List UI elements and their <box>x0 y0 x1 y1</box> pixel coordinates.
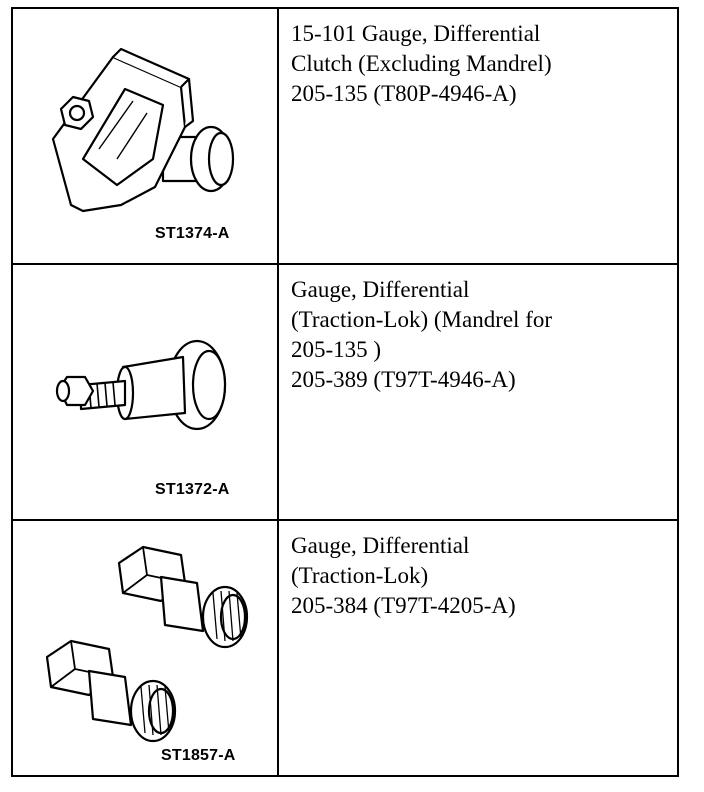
tool-description-line: Gauge, Differential <box>291 277 470 302</box>
tool-description-cell <box>278 264 678 520</box>
tool-description-line: 15-101 Gauge, Differential <box>291 21 541 46</box>
differential-mandrel-gauge-illustration <box>13 265 279 517</box>
special-tools-table <box>11 7 679 777</box>
tool-description-cell <box>278 8 678 264</box>
tool-description-line: (Traction-Lok) <box>291 563 429 588</box>
tool-description-line: 205-389 (T97T-4946-A) <box>291 367 516 392</box>
tool-illustration-cell <box>12 264 278 520</box>
tool-description-cell <box>278 520 678 776</box>
tool-illustration-cell <box>12 8 278 264</box>
figure-label: ST1372-A <box>155 481 230 498</box>
tool-row <box>12 8 678 264</box>
tool-illustration-cell <box>12 520 278 776</box>
differential-clutch-gauge-illustration <box>13 9 279 261</box>
traction-lok-gauge-pair-illustration <box>13 521 279 773</box>
tool-row <box>12 520 678 776</box>
tool-row <box>12 264 678 520</box>
tool-description-line: (Traction-Lok) (Mandrel for <box>291 307 553 332</box>
tool-description-line: 205-135 ) <box>291 337 382 362</box>
tool-description-line: 205-135 (T80P-4946-A) <box>291 81 517 106</box>
figure-label: ST1857-A <box>161 747 236 764</box>
figure-label: ST1374-A <box>155 225 230 242</box>
tool-description-line: Gauge, Differential <box>291 533 470 558</box>
tool-description-line: 205-384 (T97T-4205-A) <box>291 593 516 618</box>
tool-description-line: Clutch (Excluding Mandrel) <box>291 51 552 76</box>
